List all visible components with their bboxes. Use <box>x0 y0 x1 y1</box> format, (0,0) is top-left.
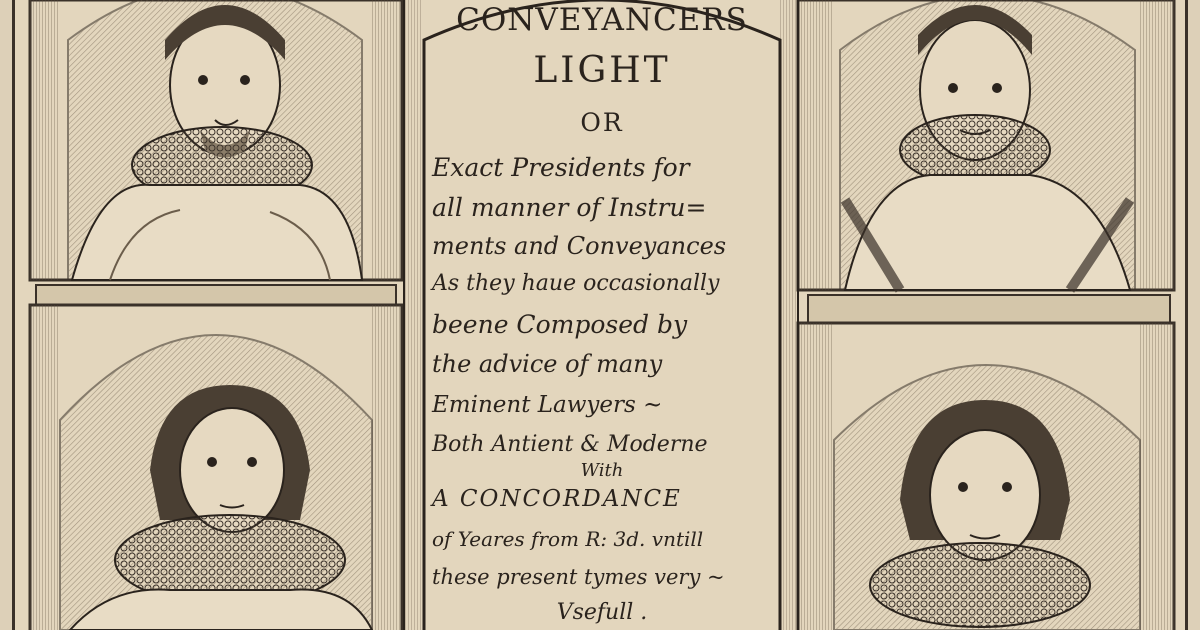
body-line-concordance: A CONCORDANCE <box>432 486 682 512</box>
body-line-8: Both Antient & Moderne <box>432 432 708 457</box>
body-line-2: all manner of Instru= <box>432 193 707 222</box>
title-conveyancers: CONVEYANCERS <box>456 2 748 38</box>
body-line-with: With <box>580 460 624 481</box>
title-text-panel <box>408 0 796 630</box>
body-line-12: these present tymes very ~ <box>432 565 725 589</box>
body-line-5: beene Composed by <box>432 310 688 339</box>
body-line-3: ments and Conveyances <box>432 232 727 260</box>
title-light: LIGHT <box>533 50 671 91</box>
body-line-1: Exact Presidents for <box>432 153 690 182</box>
body-line-4: As they haue occasionally <box>432 271 720 296</box>
title-or: OR <box>580 108 624 137</box>
body-line-vsefull: Vsefull . <box>556 600 648 625</box>
body-line-7: Eminent Lawyers ~ <box>432 392 663 418</box>
body-line-11: of Yeares from R: 3d. vntill <box>432 527 704 551</box>
portrait-top-right <box>798 0 1174 290</box>
portrait-bottom-right <box>798 295 1174 630</box>
body-line-6: the advice of many <box>432 350 663 378</box>
portrait-top-left <box>30 0 402 280</box>
portrait-bottom-left <box>30 285 402 630</box>
